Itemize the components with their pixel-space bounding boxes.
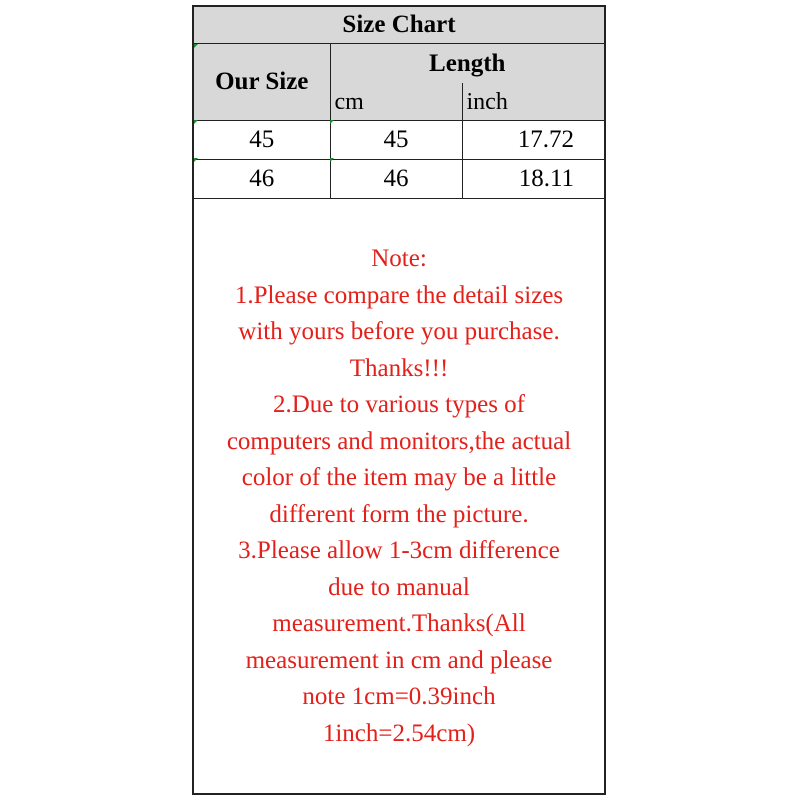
- cell-marker-icon: [194, 44, 198, 48]
- table-title: Size Chart: [194, 7, 604, 44]
- size-chart-table: [194, 7, 604, 199]
- our-size-header: Our Size: [194, 44, 330, 121]
- note-line: 1inch=2.54cm): [322, 719, 476, 747]
- cell-marker-icon: [194, 120, 198, 124]
- table-row: [194, 160, 604, 199]
- note-line: Thanks!!!: [349, 354, 449, 382]
- unit-cm-header: cm: [330, 83, 462, 120]
- note-line: measurement.Thanks(All: [272, 610, 526, 637]
- inch-cell: 18.11: [462, 160, 604, 199]
- unit-inch-header: inch: [462, 83, 604, 120]
- note-line: note 1cm=0.39inch: [302, 683, 496, 710]
- length-header: Length: [330, 44, 604, 84]
- note-line: 2.Due to various types of: [272, 391, 526, 418]
- our-size-cell: 45: [194, 121, 330, 160]
- note-line: 3.Please allow 1-3cm difference: [238, 537, 560, 564]
- size-chart-sheet: [192, 5, 606, 795]
- cm-cell: 46: [330, 160, 462, 199]
- cell-marker-icon: [330, 158, 334, 162]
- note-line: color of the item may be a little: [241, 464, 557, 491]
- note-line: Note:: [371, 245, 427, 272]
- note-block: [194, 241, 604, 752]
- note-line: computers and monitors,the actual: [226, 427, 572, 455]
- note-line: measurement in cm and please: [245, 646, 553, 674]
- inch-cell: 17.72: [462, 121, 604, 160]
- note-line: different form the picture.: [269, 500, 529, 528]
- table-row: [194, 121, 604, 160]
- note-line: 1.Please compare the detail sizes: [234, 281, 564, 309]
- our-size-cell: 46: [194, 160, 330, 199]
- cell-marker-icon: [194, 158, 198, 162]
- cell-marker-icon: [330, 120, 334, 124]
- note-line: with yours before you purchase.: [238, 318, 560, 345]
- note-line: due to manual: [328, 573, 470, 601]
- cm-cell: 45: [330, 121, 462, 160]
